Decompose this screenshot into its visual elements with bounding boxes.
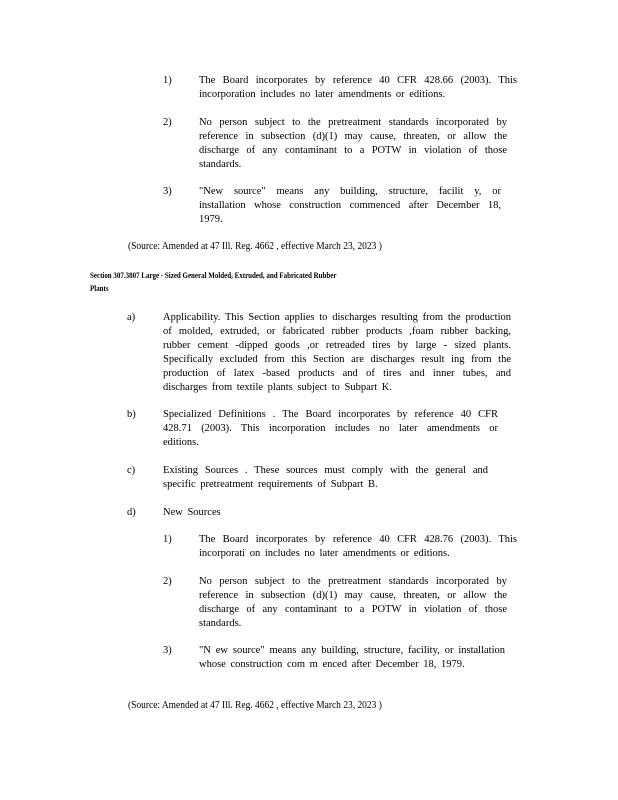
item-number: 3) <box>163 645 172 656</box>
section-heading: Section 307.3807 Large - Sized General Molded, Extruded, and Fabricated Rubber <box>90 270 337 280</box>
subsection-letter: b) <box>127 409 136 420</box>
subsection-text: Specialized Definitions . The Board incorporates by reference 40 CFR 428.71 (2003). This incorporation includes no later amendments or editions. <box>163 409 498 448</box>
subsection-text: Applicability. This Section applies to discharges resulting from the production of molded, extruded, or fabricated rubber products ,foam rubber backing, rubber cement -dipped goods ,or retreaded tires by large - sized plants. Specifically excluded from this Section are discharges result ing from the production of latex -based products and of tires and inner tubes, and discharges from textile plants subject to Subpart K. <box>163 312 511 393</box>
item-number: 2) <box>163 117 172 128</box>
item-text: "New source" means any building, structure, facilit y, or installation whose construction commenced after December 18, 1979. <box>199 186 501 225</box>
item-number: 3) <box>163 186 172 197</box>
subsection-letter: a) <box>127 312 136 323</box>
item-text: No person subject to the pretreatment standards incorporated by reference in subsection (d)(1) may cause, threaten, or allow the discharge of any contaminant to a POTW in violation of those standards. <box>199 576 507 629</box>
item-number: 1) <box>163 534 172 545</box>
item-text: The Board incorporates by reference 40 CFR 428.76 (2003). This incorporati on includes no later amendments or editions. <box>199 534 517 559</box>
item-text: The Board incorporates by reference 40 CFR 428.66 (2003). This incorporation includes no later amendments or editions. <box>199 75 517 100</box>
item-text: No person subject to the pretreatment standards incorporated by reference in subsection (d)(1) may cause, threaten, or allow the discharge of any contaminant to a POTW in violation of those standards. <box>199 117 507 170</box>
item-text: "N ew source" means any building, structure, facility, or installation whose construction com m enced after December 18, 1979. <box>199 645 505 670</box>
source-note: (Source: Amended at 47 Ill. Reg. 4662 , effective March 23, 2023 ) <box>128 241 382 252</box>
subsection-letter: d) <box>127 507 136 518</box>
subsection-text: New Sources <box>163 507 221 518</box>
section-heading-continued: Plants <box>90 283 109 293</box>
item-number: 2) <box>163 576 172 587</box>
item-number: 1) <box>163 75 172 86</box>
subsection-text: Existing Sources . These sources must comply with the general and specific pretreatment requirements of Subpart B. <box>163 465 488 490</box>
subsection-letter: c) <box>127 465 136 476</box>
source-note: (Source: Amended at 47 Ill. Reg. 4662 , effective March 23, 2023 ) <box>128 700 382 711</box>
